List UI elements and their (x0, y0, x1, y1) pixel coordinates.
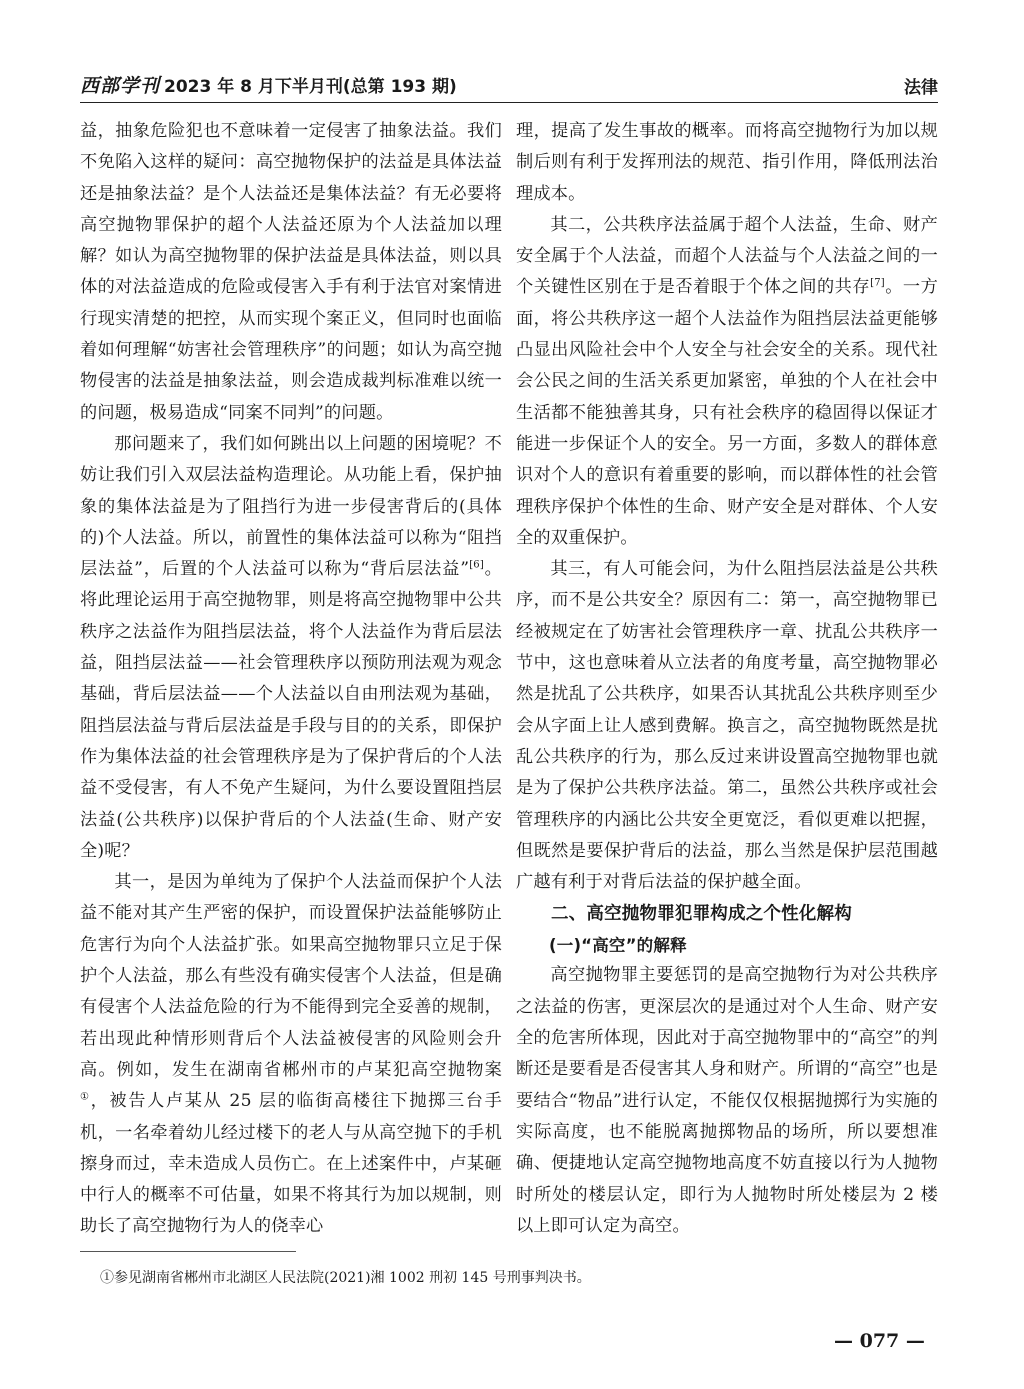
paragraph: 益，抽象危险犯也不意味着一定侵害了抽象法益。我们不免陷入这样的疑问：高空抛物保护的法益是具体法益还是抽象法益？是个人法益还是集体法益？有无必要将高空抛物罪保护的超个人法益还原为个人法益加以理解？如认为高空抛物罪的保护法益是具体法益，则以具体的对法益造成的危险或侵害入手有利于法官对案情进行现实清楚的把控，从而实现个案正义，但同时也面临着如何理解“妨害社会管理秩序”的问题；如认为高空抛物侵害的法益是抽象法益，则会造成裁判标准难以统一的问题，极易造成“同案不同判”的问题。 (80, 121, 502, 423)
paragraph: 其三，有人可能会问，为什么阻挡层法益是公共秩序，而不是公共安全？原因有二：第一，高空抛物罪已经被规定在了妨害社会管理秩序一章、扰乱公共秩序一节中，这也意味着从立法者的角度考量，高空抛物罪必然是扰乱了公共秩序，如果否认其扰乱公共秩序则至少会从字面上让人感到费解。换言之，高空抛物既然是扰乱公共秩序的行为，那么反过来讲设置高空抛物罪也就是为了保护公共秩序法益。第二，虽然公共秩序或社会管理秩序的内涵比公共安全更宽泛，看似更难以把握，但既然是要保护背后的法益，那么当然是保护层范围越广越有利于对背后法益的保护越全面。 (516, 559, 938, 893)
paragraph (516, 210, 938, 554)
paragraph (80, 867, 502, 1243)
section-label: 法律 (904, 78, 938, 98)
running-header (80, 72, 938, 103)
left-column (80, 116, 502, 1243)
paragraph: 理，提高了发生事故的概率。而将高空抛物行为加以规制后则有利于发挥刑法的规范、指引作用，降低刑法治理成本。 (516, 121, 938, 204)
citation-ref: [6] (469, 559, 484, 571)
footnote-divider (80, 1251, 296, 1252)
header-left (80, 71, 457, 102)
section-heading: 二、高空抛物罪犯罪构成之个性化解构 (551, 904, 852, 925)
paragraph: 高空抛物罪主要惩罚的是高空抛物行为对公共秩序之法益的伤害，更深层次的是通过对个人生命、财产安全的危害所体现，因此对于高空抛物罪中的“高空”的判断还是要看是否侵害其人身和财产。所谓的“高空”也是要结合“物品”进行认定，不能仅仅根据抛掷行为实施的实际高度，也不能脱离抛掷物品的场所，所以要想准确、便捷地认定高空抛物地高度不妨直接以行为人抛物时所处的楼层认定，即行为人抛物时所处楼层为 2 楼以上即可认定为高空。 (516, 965, 938, 1236)
footnote: ①参见湖南省郴州市北湖区人民法院(2021)湘 1002 刑初 145 号刑事判决书。 (100, 1270, 591, 1286)
text-run: 其一，是因为单纯为了保护个人法益而保护个人法益不能对其产生严密的保护，而设置保护法益能够防止危害行为向个人法益扩张。如果高空抛物罪只立足于保护个人法益，那么有些没有确实侵害个人法益，但是确有侵害个人法益危险的行为不能得到完全妥善的规制，若出现此种情形则背后个人法益被侵害的风险则会升高。例如，发生在湖南省郴州市的卢某犯高空抛物案 (80, 872, 502, 1080)
right-column (516, 116, 938, 1242)
citation-ref: [7] (870, 277, 885, 289)
page-number: — 077 — (834, 1330, 925, 1352)
paragraph (80, 429, 502, 867)
text-run: 其二，公共秩序法益属于超个人法益，生命、财产安全属于个人法益，而超个人法益与个人法益之间的一个关键性区别在于是否着眼于个体之间的共存 (516, 214, 938, 298)
subsection-heading: (一)“高空”的解释 (549, 936, 687, 956)
text-run: 。一方面，将公共秩序这一超个人法益作为阻挡层法益更能够凸显出风险社会中个人安全与社会安全的关系。现代社会公民之间的生活关系更加紧密，单独的个人在社会中生活都不能独善其身，只有社会秩序的稳固得以保证才能进一步保证个人的安全。另一方面，多数人的群体意识对个人的意识有着重要的影响，而以群体性的社会管理秩序保护个体性的生命、财产安全是对群体、个人安全的双重保护。 (516, 277, 938, 548)
text-run: 那问题来了，我们如何跳出以上问题的困境呢？不妨让我们引入双层法益构造理论。从功能上看，保护抽象的集体法益是为了阻挡行为进一步侵害背后的(具体的)个人法益。所以，前置性的集体法益可以称为“阻挡层法益”，后置的个人法益可以称为“背后层法益” (80, 433, 502, 580)
journal-name: 西部学刊 (80, 75, 161, 97)
issue-info: 2023 年 8 月下半月刊(总第 193 期) (164, 77, 457, 97)
text-run: 。将此理论运用于高空抛物罪，则是将高空抛物罪中公共秩序之法益作为阻挡层法益，将个人法益作为背后层法益，阻挡层法益——社会管理秩序以预防刑法观为观念基础，背后层法益——个人法益以自由刑法观为基础，阻挡层法益与背后层法益是手段与目的的关系，即保护作为集体法益的社会管理秩序是为了保护背后的个人法益不受侵害，有人不免产生疑问，为什么要设置阻挡层法益(公共秩序)以保护背后的个人法益(生命、财产安全)呢？ (80, 559, 502, 861)
footnote-marker: ① (80, 1091, 91, 1103)
text-run: ，被告人卢某从 25 层的临街高楼往下抛掷三台手机，一名牵着幼儿经过楼下的老人与从高空抛下的手机擦身而过，幸未造成人员伤亡。在上述案件中，卢某砸中行人的概率不可估量，如果不将其行为加以规制，则助长了高空抛物行为人的侥幸心 (80, 1091, 502, 1237)
